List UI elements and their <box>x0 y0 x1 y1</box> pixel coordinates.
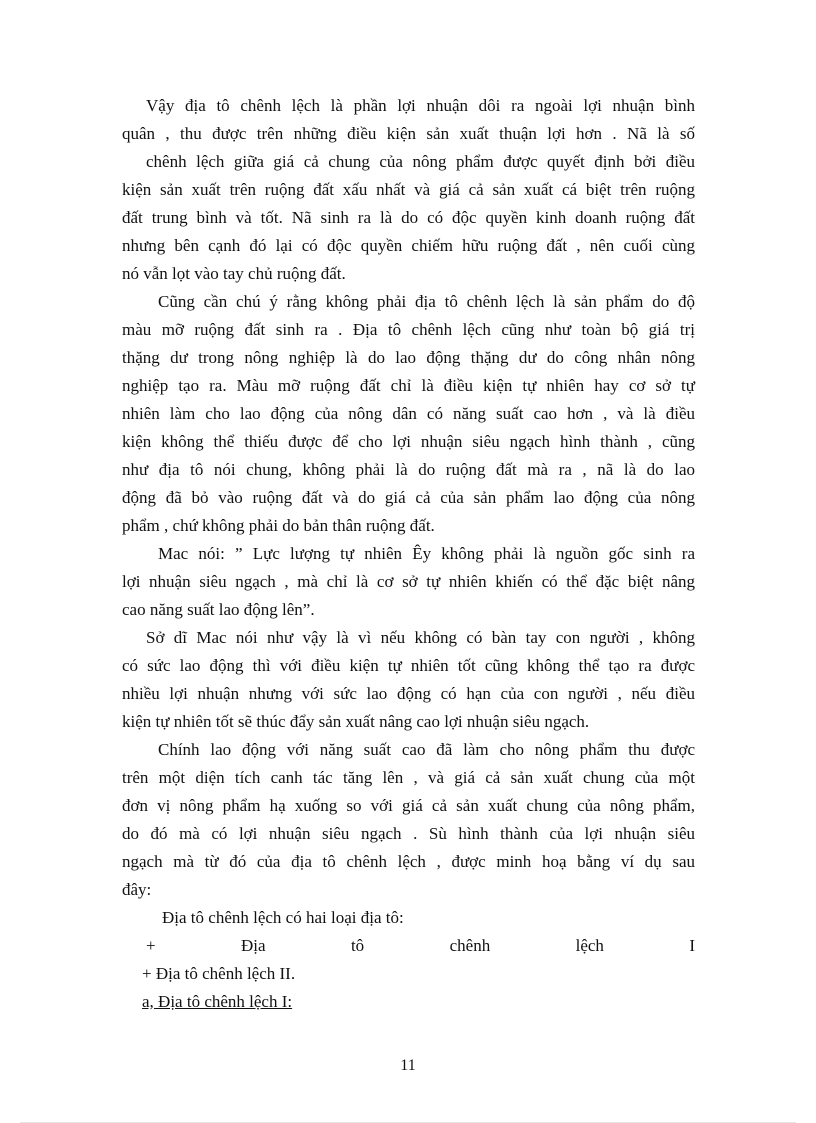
text-line: nhưng bên cạnh đó lại có độc quyền chiếm hữu ruộng đất , nên cuối cùng <box>122 236 695 255</box>
text-line: nó vẫn lọt vào tay chủ ruộng đất. <box>122 264 346 283</box>
text-line: kiện tự nhiên tốt sẽ thúc đẩy sản xuất nâng cao lợi nhuận siêu ngạch. <box>122 712 590 731</box>
text-line: như địa tô nói chung, không phải là do ruộng đất mà ra , nã là do lao <box>122 460 695 479</box>
text-line: cao năng suất lao động lên”. <box>122 600 315 619</box>
text-line: lợi nhuận siêu ngạch , mà chỉ là cơ sở tự nhiên khiến có thể đặc biệt nâng <box>122 572 695 591</box>
text-line: chênh lệch giữa giá cả chung của nông phẩm được quyết định bởi điều <box>146 152 695 171</box>
text-line: thặng dư trong nông nghiệp là do lao động thặng dư do công nhân nông <box>122 348 695 367</box>
text-line: ngạch mà từ đó của địa tô chênh lệch , được minh hoạ bằng ví dụ sau <box>122 852 695 871</box>
text-line: nghiệp tạo ra. Màu mỡ ruộng đất chỉ là điều kiện tự nhiên hay cơ sở tự <box>122 376 695 395</box>
text-line: Cũng cần chú ý rằng không phải địa tô chênh lệch là sản phẩm do độ <box>158 292 695 311</box>
text-line: quân , thu được trên những điều kiện sản xuất thuận lợi hơn . Nã là số <box>122 124 695 143</box>
text-line: Mac nói: ” Lực lượng tự nhiên Êy không phải là nguồn gốc sinh ra <box>158 544 695 563</box>
text-line: trên một diện tích canh tác tăng lên , và giá cả sản xuất chung của một <box>122 768 695 787</box>
text-line: nhiều lợi nhuận nhưng với sức lao động có hạn của con người , nếu điều <box>122 684 695 703</box>
text-line: Sở dĩ Mac nói như vậy là vì nếu không có bàn tay con người , không <box>146 628 695 647</box>
text-line: đơn vị nông phẩm hạ xuống so với giá cả sản xuất chung của nông phẩm, <box>122 796 695 815</box>
text-line: đất trung bình và tốt. Nã sinh ra là do có độc quyền kinh doanh ruộng đất <box>122 208 695 227</box>
text-line: Chính lao động với năng suất cao đã làm cho nông phẩm thu được <box>158 740 695 759</box>
text-line: Địa tô chênh lệch có hai loại địa tô: <box>162 908 404 927</box>
section-heading: a, Địa tô chênh lệch I: <box>142 992 293 1011</box>
text-line: phẩm , chứ không phải do bản thân ruộng đất. <box>122 516 435 535</box>
list-item: + Địa tô chênh lệch I <box>146 936 695 955</box>
text-line: do đó mà có lợi nhuận siêu ngạch . Sù hình thành của lợi nhuận siêu <box>122 824 695 843</box>
list-item: + Địa tô chênh lệch II. <box>142 964 296 983</box>
text-line: có sức lao động thì với điều kiện tự nhiên tốt cũng không thể tạo ra được <box>122 656 695 675</box>
text-line: Vậy địa tô chênh lệch là phần lợi nhuận dôi ra ngoài lợi nhuận bình <box>146 96 695 115</box>
text-line: màu mỡ ruộng đất sinh ra . Địa tô chênh lệch cũng như toàn bộ giá trị <box>122 320 695 339</box>
text-line: nhiên làm cho lao động của nông dân có năng suất cao hơn , và là điều <box>122 404 695 423</box>
text-line: kiện sản xuất trên ruộng đất xấu nhất và giá cả sản xuất cá biệt trên ruộng <box>122 180 695 199</box>
text-line: động đã bỏ vào ruộng đất và do giá cả của sản phẩm lao động của nông <box>122 488 695 507</box>
text-line: kiện không thể thiếu được để cho lợi nhuận siêu ngạch hình thành , cũng <box>122 432 695 451</box>
page-number: 11 <box>400 1057 416 1074</box>
text-line: đây: <box>122 880 152 899</box>
